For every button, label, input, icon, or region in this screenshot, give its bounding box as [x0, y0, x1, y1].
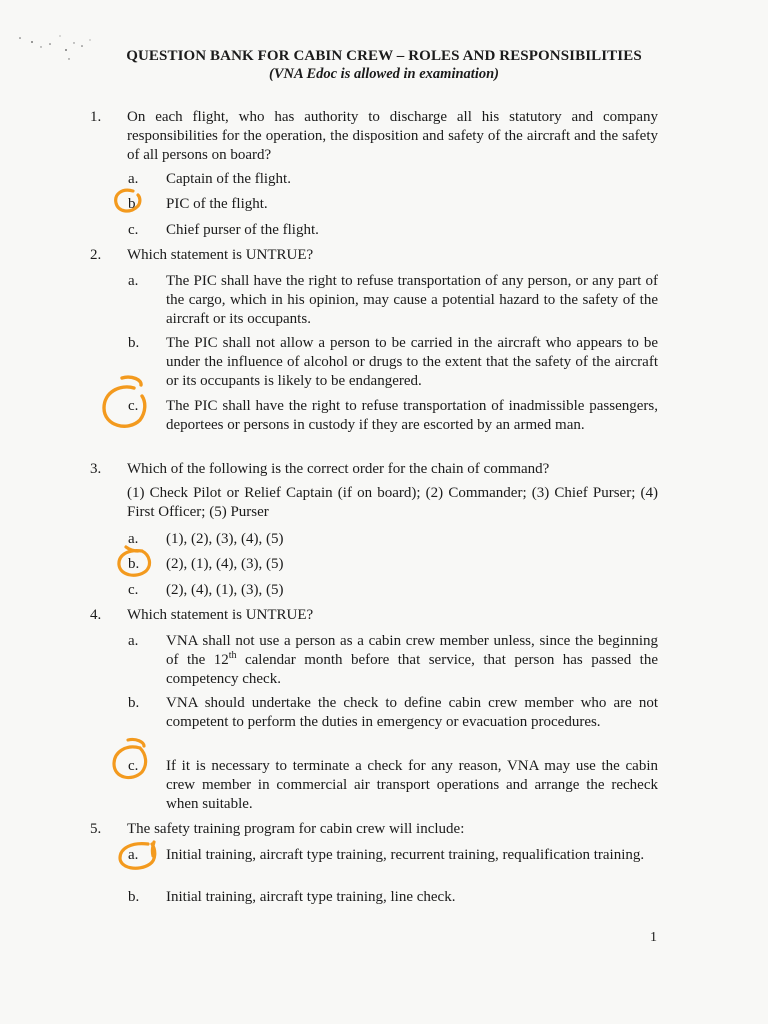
question-2-option-a-text: The PIC shall have the right to refuse transportation of any person, or any part of the cargo, which in his opinion, may cause a potential hazard to the safety of the aircraft or its occupants.: [166, 273, 658, 327]
question-4-option-a-text: [166, 632, 658, 689]
question-2-option-b-letter: b.: [128, 335, 140, 351]
question-4-option-a-letter: a.: [128, 633, 139, 649]
question-1-option-c-letter: c.: [128, 222, 139, 238]
question-2-number: 2.: [90, 247, 102, 263]
question-1-number: 1.: [90, 109, 102, 125]
question-4-option-a-superscript: th: [228, 650, 237, 661]
question-4-text: Which statement is UNTRUE?: [127, 607, 314, 623]
question-3-option-c-text: (2), (4), (1), (3), (5): [166, 582, 284, 598]
question-4-option-b-letter: b.: [128, 695, 140, 711]
page-title: QUESTION BANK FOR CABIN CREW – ROLES AND RESPONSIBILITIES: [126, 48, 642, 64]
question-1-option-b-letter: b.: [128, 196, 140, 212]
question-3-subtext: (1) Check Pilot or Relief Captain (if on board); (2) Commander; (3) Chief Purser; (4) First Officer; (5) Purser: [127, 485, 658, 520]
question-1-option-a-letter: a.: [128, 171, 139, 187]
question-4-option-a-text-start: VNA shall not use a person as a cabin crew member unless, since the beginning of the 12: [166, 633, 658, 668]
question-2-option-c-letter: c.: [128, 398, 139, 414]
question-4-option-b-text: VNA should undertake the check to define cabin crew member who are not competent to perform the duties in emergency or evacuation procedures.: [166, 695, 658, 730]
question-5-text: The safety training program for cabin crew will include:: [127, 821, 465, 837]
question-3-text: Which of the following is the correct order for the chain of command?: [127, 461, 550, 477]
question-1-option-c-text: Chief purser of the flight.: [166, 222, 319, 238]
question-5-option-b-letter: b.: [128, 889, 140, 905]
question-4-option-a-text-end: calendar month before that service, that person has passed the competency check.: [166, 652, 658, 687]
question-5-option-a-text: Initial training, aircraft type training, recurrent training, requalification training.: [166, 847, 645, 863]
question-5-option-b-text: Initial training, aircraft type training, line check.: [166, 889, 456, 905]
question-5-number: 5.: [90, 821, 102, 837]
question-4-option-c-letter: c.: [128, 758, 139, 774]
question-4-option-c-text: If it is necessary to terminate a check for any reason, VNA may use the cabin crew member in commercial air transport operations and arrange the recheck when suitable.: [166, 758, 658, 812]
question-1-option-a-text: Captain of the flight.: [166, 171, 291, 187]
page-number: 1: [650, 930, 657, 945]
question-4-number: 4.: [90, 607, 102, 623]
question-2-text: Which statement is UNTRUE?: [127, 247, 314, 263]
question-3-option-b-text: (2), (1), (4), (3), (5): [166, 556, 284, 572]
question-3-option-a-letter: a.: [128, 531, 139, 547]
answer-circle-mark-q2: [94, 372, 154, 442]
question-3-number: 3.: [90, 461, 102, 477]
question-5-option-a-letter: a.: [128, 847, 139, 863]
question-1-option-b-text: PIC of the flight.: [166, 196, 268, 212]
question-2-option-a-letter: a.: [128, 273, 139, 289]
question-3-option-b-letter: b.: [128, 556, 140, 572]
page-subtitle: (VNA Edoc is allowed in examination): [268, 66, 499, 82]
question-2-option-b-text: The PIC shall not allow a person to be carried in the aircraft who appears to be under the influence of alcohol or drugs to the extent that the safety of the aircraft or its occupants is likely to be endangered.: [166, 335, 658, 389]
question-3-option-a-text: (1), (2), (3), (4), (5): [166, 531, 284, 547]
question-2-option-c-text: The PIC shall have the right to refuse transportation of inadmissible passengers, deportees or persons in custody if they are escorted by an armed man.: [166, 398, 658, 433]
question-3-option-c-letter: c.: [128, 582, 139, 598]
question-1-text: On each flight, who has authority to discharge all his statutory and company responsibilities for the operation, the disposition and safety of the aircraft and the safety of all persons on board?: [127, 109, 658, 163]
